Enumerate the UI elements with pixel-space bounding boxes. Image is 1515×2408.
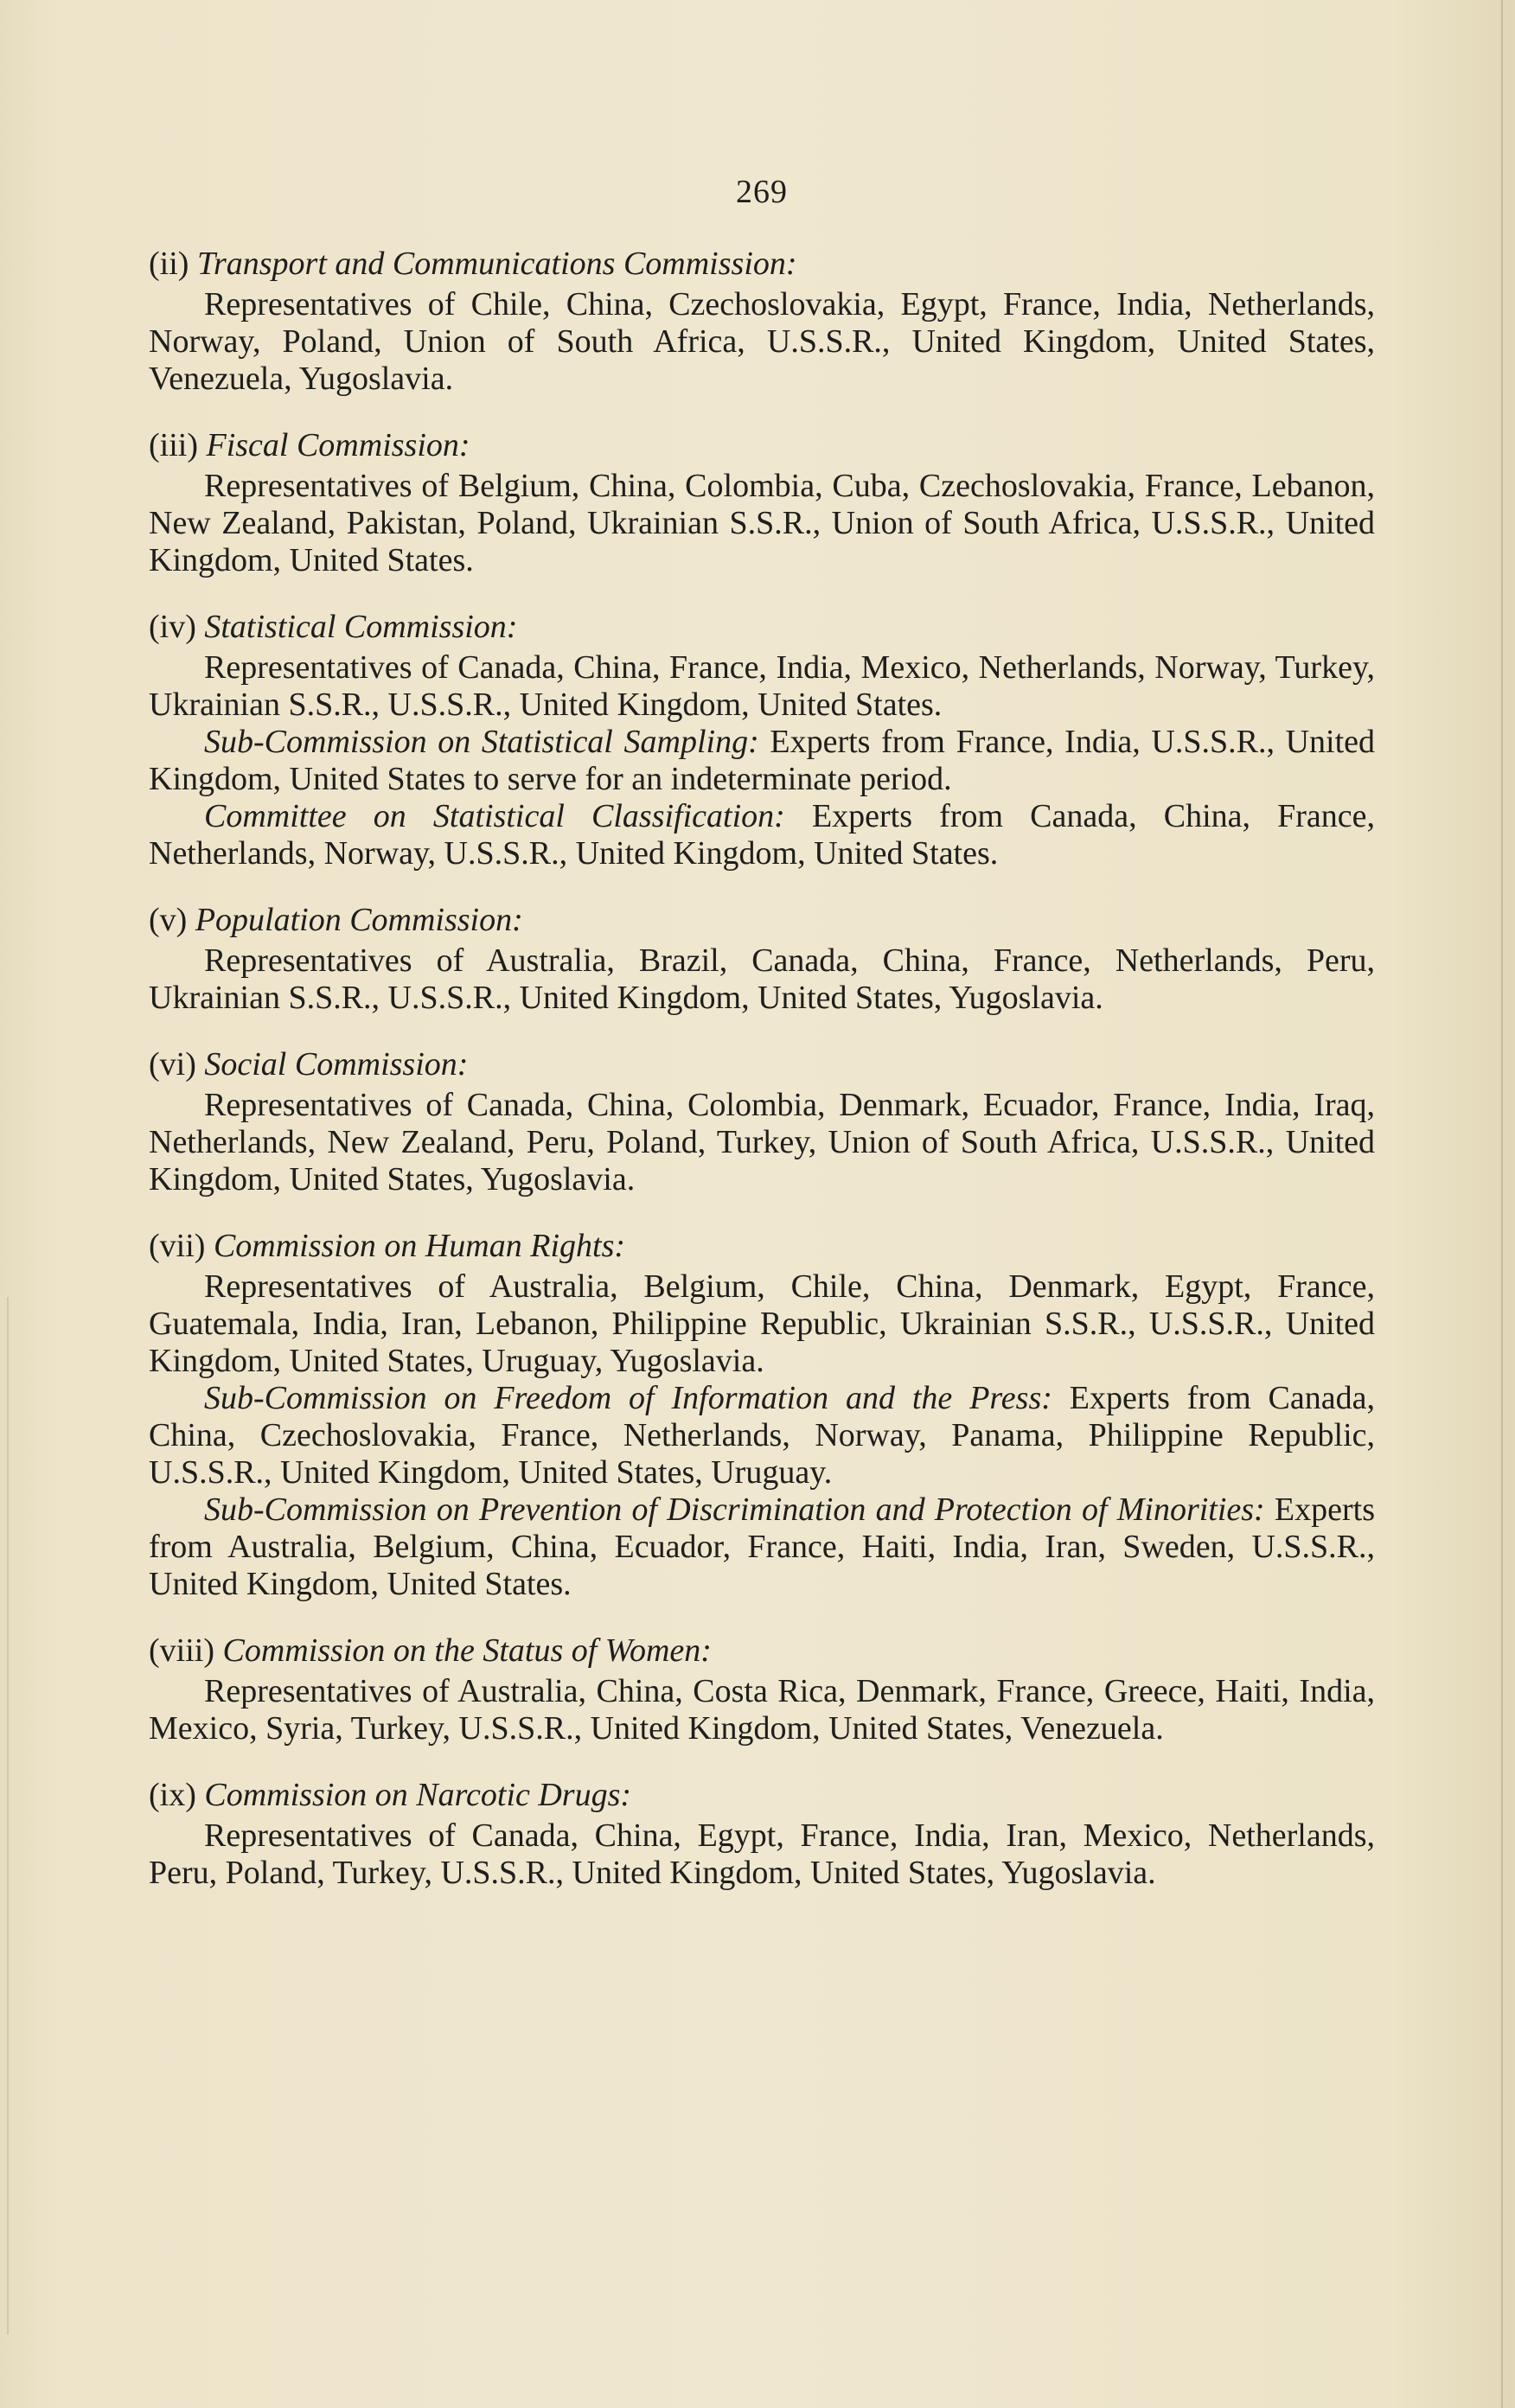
members-text: Representatives of Australia, China, Costa Rica, Denmark, France, Greece, Haiti, India, Mexico, Syria, Turkey, U.S.S.R., United Kingdom, United States, Venezuela. <box>149 1673 1375 1747</box>
section-title: Statistical Commission: <box>204 609 518 645</box>
section-title: Population Commission: <box>195 902 523 938</box>
section-title: Fiscal Commission: <box>206 427 470 463</box>
members-text: Representatives of Canada, China, Colombia, Denmark, Ecuador, France, India, Iraq, Netherlands, New Zealand, Peru, Poland, Turkey, Union of South Africa, U.S.S.R., United Kingdom, United States, Yugoslavia. <box>149 1087 1375 1198</box>
document-body <box>149 173 1375 1921</box>
section-title: Commission on the Status of Women: <box>222 1632 712 1669</box>
members-text: Representatives of Chile, China, Czechoslovakia, Egypt, France, India, Netherlands, Norway, Poland, Union of South Africa, U.S.S.R., United Kingdom, United States, Venezuela, Yugoslavia. <box>149 286 1375 397</box>
section-title: Commission on Human Rights: <box>213 1228 626 1264</box>
section-number: (iv) <box>149 609 196 645</box>
section-number: (v) <box>149 902 188 938</box>
sections-container <box>149 246 1375 1892</box>
membership-paragraph <box>149 286 1375 398</box>
page-number: 269 <box>736 174 788 210</box>
section-heading <box>149 1777 1375 1814</box>
section-heading <box>149 427 1375 464</box>
members-text: Experts from Australia, Belgium, China, Ecuador, France, Haiti, India, Iran, Sweden, U.S.S.R., United Kingdom, United States. <box>149 1491 1375 1602</box>
section-number: (vi) <box>149 1046 196 1083</box>
section-heading <box>149 1228 1375 1265</box>
section-heading <box>149 902 1375 939</box>
commission-section <box>149 246 1375 398</box>
members-text: Experts from France, India, U.S.S.R., United Kingdom, United States to serve for an indeterminate period. <box>149 724 1376 797</box>
membership-paragraph <box>149 942 1375 1017</box>
section-number: (vii) <box>149 1228 206 1264</box>
membership-paragraph <box>149 1491 1375 1603</box>
members-text: Representatives of Canada, China, France, India, Mexico, Netherlands, Norway, Turkey, Ukrainian S.S.R., U.S.S.R., United Kingdom, United States. <box>149 649 1375 723</box>
members-text: Representatives of Australia, Belgium, Chile, China, Denmark, Egypt, France, Guatemala, India, Iran, Lebanon, Philippine Republic, Ukrainian S.S.R., U.S.S.R., United Kingdom, United States, Uruguay, Yugoslavia. <box>149 1268 1375 1379</box>
membership-paragraph <box>149 798 1375 872</box>
membership-paragraph <box>149 649 1375 724</box>
commission-section <box>149 902 1375 1017</box>
section-title: Commission on Narcotic Drugs: <box>204 1777 632 1813</box>
membership-paragraph <box>149 1380 1375 1491</box>
section-title: Social Commission: <box>204 1046 469 1083</box>
section-number: (viii) <box>149 1632 214 1669</box>
commission-section <box>149 1228 1375 1603</box>
members-text: Representatives of Belgium, China, Colombia, Cuba, Czechoslovakia, France, Lebanon, New Zealand, Pakistan, Poland, Ukrainian S.S.R., Union of South Africa, U.S.S.R., United Kingdom, United States. <box>149 468 1375 578</box>
section-title: Transport and Communications Commission: <box>196 246 797 282</box>
subcommission-title: Sub-Commission on Prevention of Discrimination and Protection of Minorities: <box>204 1491 1265 1528</box>
membership-paragraph <box>149 1268 1375 1380</box>
section-heading <box>149 1046 1375 1083</box>
commission-section <box>149 427 1375 579</box>
commission-section <box>149 1046 1375 1198</box>
membership-paragraph <box>149 1673 1375 1747</box>
commission-section <box>149 609 1375 872</box>
members-text: Experts from Canada, China, Czechoslovakia, France, Netherlands, Norway, Panama, Philippine Republic, U.S.S.R., United Kingdom, United States, Uruguay. <box>149 1380 1375 1491</box>
section-number: (iii) <box>149 427 198 463</box>
membership-paragraph <box>149 1087 1375 1198</box>
section-number: (ix) <box>149 1777 196 1813</box>
membership-paragraph <box>149 468 1375 579</box>
section-heading <box>149 246 1375 283</box>
subcommission-title: Sub-Commission on Statistical Sampling: <box>204 724 759 760</box>
page-left-edge <box>7 1297 9 2335</box>
subcommission-title: Sub-Commission on Freedom of Information and the Press: <box>204 1380 1052 1416</box>
subcommission-title: Committee on Statistical Classification: <box>204 798 785 834</box>
page-edge-shadow <box>1501 0 1503 2408</box>
members-text: Representatives of Canada, China, Egypt, France, India, Iran, Mexico, Netherlands, Peru, Poland, Turkey, U.S.S.R., United Kingdom, United States, Yugoslavia. <box>149 1817 1375 1891</box>
commission-section <box>149 1777 1375 1892</box>
members-text: Representatives of Australia, Brazil, Canada, China, France, Netherlands, Peru, Ukrainian S.S.R., U.S.S.R., United Kingdom, United States, Yugoslavia. <box>149 942 1375 1016</box>
members-text: Experts from Canada, China, France, Netherlands, Norway, U.S.S.R., United Kingdom, United States. <box>149 798 1376 872</box>
membership-paragraph <box>149 724 1375 798</box>
section-heading <box>149 1632 1375 1670</box>
commission-section <box>149 1632 1375 1747</box>
membership-paragraph <box>149 1817 1375 1892</box>
section-heading <box>149 609 1375 646</box>
section-number: (ii) <box>149 246 189 282</box>
